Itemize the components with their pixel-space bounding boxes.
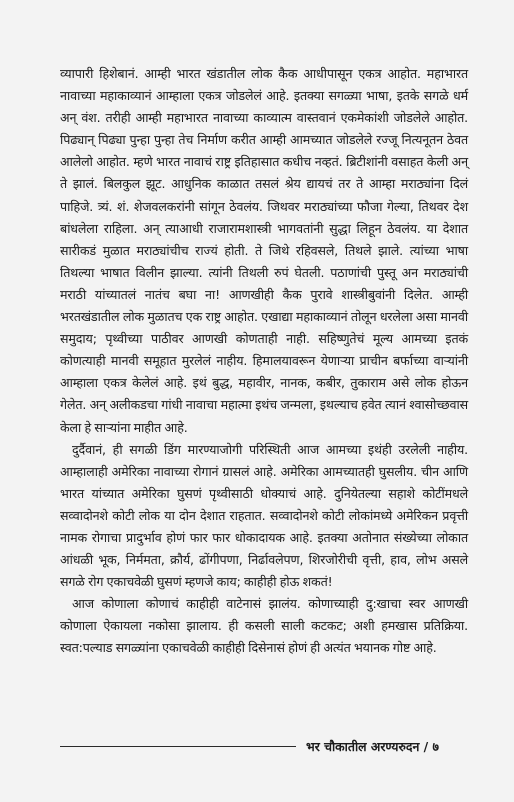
- footer-rule: [60, 746, 296, 747]
- running-footer: भर चौकातील अरण्यरुदन / ७: [306, 739, 439, 754]
- paragraph-3: आज कोणाला कोणाचं काहीही वाटेनासं झालंय. कोणाच्याही दु:खाचा स्वर आणखी कोणाला ऐकायला नकोसा झालाय. ही कसली साली कटकट; अशी हमखास प्रतिक्रिया. स्वत:पल्याड सगळ्यांना एकाचवेळी काहीही दिसेनासं होणं ही अत्यंत भयानक गोष्ट आहे.: [60, 596, 468, 656]
- body-text: [60, 63, 468, 660]
- paragraph-2: दुर्दैवानं, ही सगळी डिंग मारण्याजोगी परिस्थिती आज आमच्या इथंही उरलेली नाहीय. आम्हालाही अमेरिका नावाच्या रोगानं ग्रासलं आहे. अमेरिका आमच्यातही घुसलीय. चीन आणि भारत यांच्यात अमेरिका घुसणं पृथ्वीसाठी धोक्याचं आहे. दुनियेतल्या सहाशे कोटींमधले सव्वादोनशे कोटी लोक या दोन देशात राहतात. सव्वादोनशे कोटी लोकांमध्ये अमेरिकन प्रवृत्ती नामक रोगाचा प्रादुर्भाव होणं फार फार धोकादायक आहे. इतक्या अतोनात संख्येच्या लोकात आंधळी भूक, निर्ममता, क्रौर्य, ढोंगीपणा, निर्ढावलेपण, शिरजोरीची वृत्ती, हाव, लोभ असले सगळे रोग एकाचवेळी घुसणं म्हणजे काय; काहीही होऊ शकतं!: [60, 441, 468, 590]
- paragraph-1: व्यापारी हिशेबानं. आम्ही भारत खंडातील लोक कैक आधीपासून एकत्र आहोत. महाभारत नावाच्या महाकाव्यानं आम्हाला एकत्र जोडलेलं आहे. इतक्या सगळ्या भाषा, इतके सगळे धर्म अन् वंश. तरीही आम्ही महाभारत नावाच्या काव्यात्म वास्तवानं एकमेकांशी जोडलेले आहोत. पिढ्यान् पिढ्या पुन्हा पुन्हा तेच निर्माण करीत आम्ही आमच्यात जोडलेले रज्जू नित्यनूतन ठेवत आलेलो आहोत. म्हणे भारत नावाचं राष्ट्र इतिहासात कधीच नव्हतं. ब्रिटीशांनी वसाहत केली अन् ते झालं. बिलकुल झूट. आधुनिक काळात तसलं श्रेय द्यायचं तर ते आम्हा मराठ्यांना दिलं पाहिजे. त्र्यं. शं. शेजवलकरांनी सांगून ठेवलंय. जिथवर मराठ्यांच्या फौजा गेल्या, तिथवर देश बांधलेला राहिला. अन् त्याआधी राजारामशास्त्री भागवतांनी सुद्धा लिहून ठेवलंय. या देशात सारीकडं मुळात मराठ्यांचीच राज्यं होती. ते जिथे रहिवसले, तिथले झाले. त्यांच्या भाषा तिथल्या भाषात विलीन झाल्या. त्यांनी तिथली रुपं घेतली. पठाणांची पुस्तू अन मराठ्यांची मराठी यांच्यातलं नातंच बघा ना! आणखीही कैक पुरावे शास्त्रीबुवांनी दिलेत. आम्ही भरतखंडातील लोक मुळातच एक राष्ट्र आहोत. एखाद्या महाकाव्यानं तोलून धरलेला असा मानवी समुदाय; पृथ्वीच्या पाठीवर आणखी कोणताही नाही. सहिष्णुतेचं मूल्य आमच्या इतकं कोणत्याही मानवी समूहात मुरलेलं नाहीय. हिमालयावरून येणाऱ्या प्राचीन बर्फाच्या वाऱ्यांनी आम्हाला एकत्र केलेलं आहे. इथं बुद्ध, महावीर, नानक, कबीर, तुकाराम असे लोक होऊन गेलेत. अन् अलीकडचा गांधी नावाचा महात्मा इथंच जन्मला, इथल्याच हवेत त्यानं श्वासोच्छवास केला हे साऱ्यांना माहीत आहे.: [60, 66, 468, 435]
